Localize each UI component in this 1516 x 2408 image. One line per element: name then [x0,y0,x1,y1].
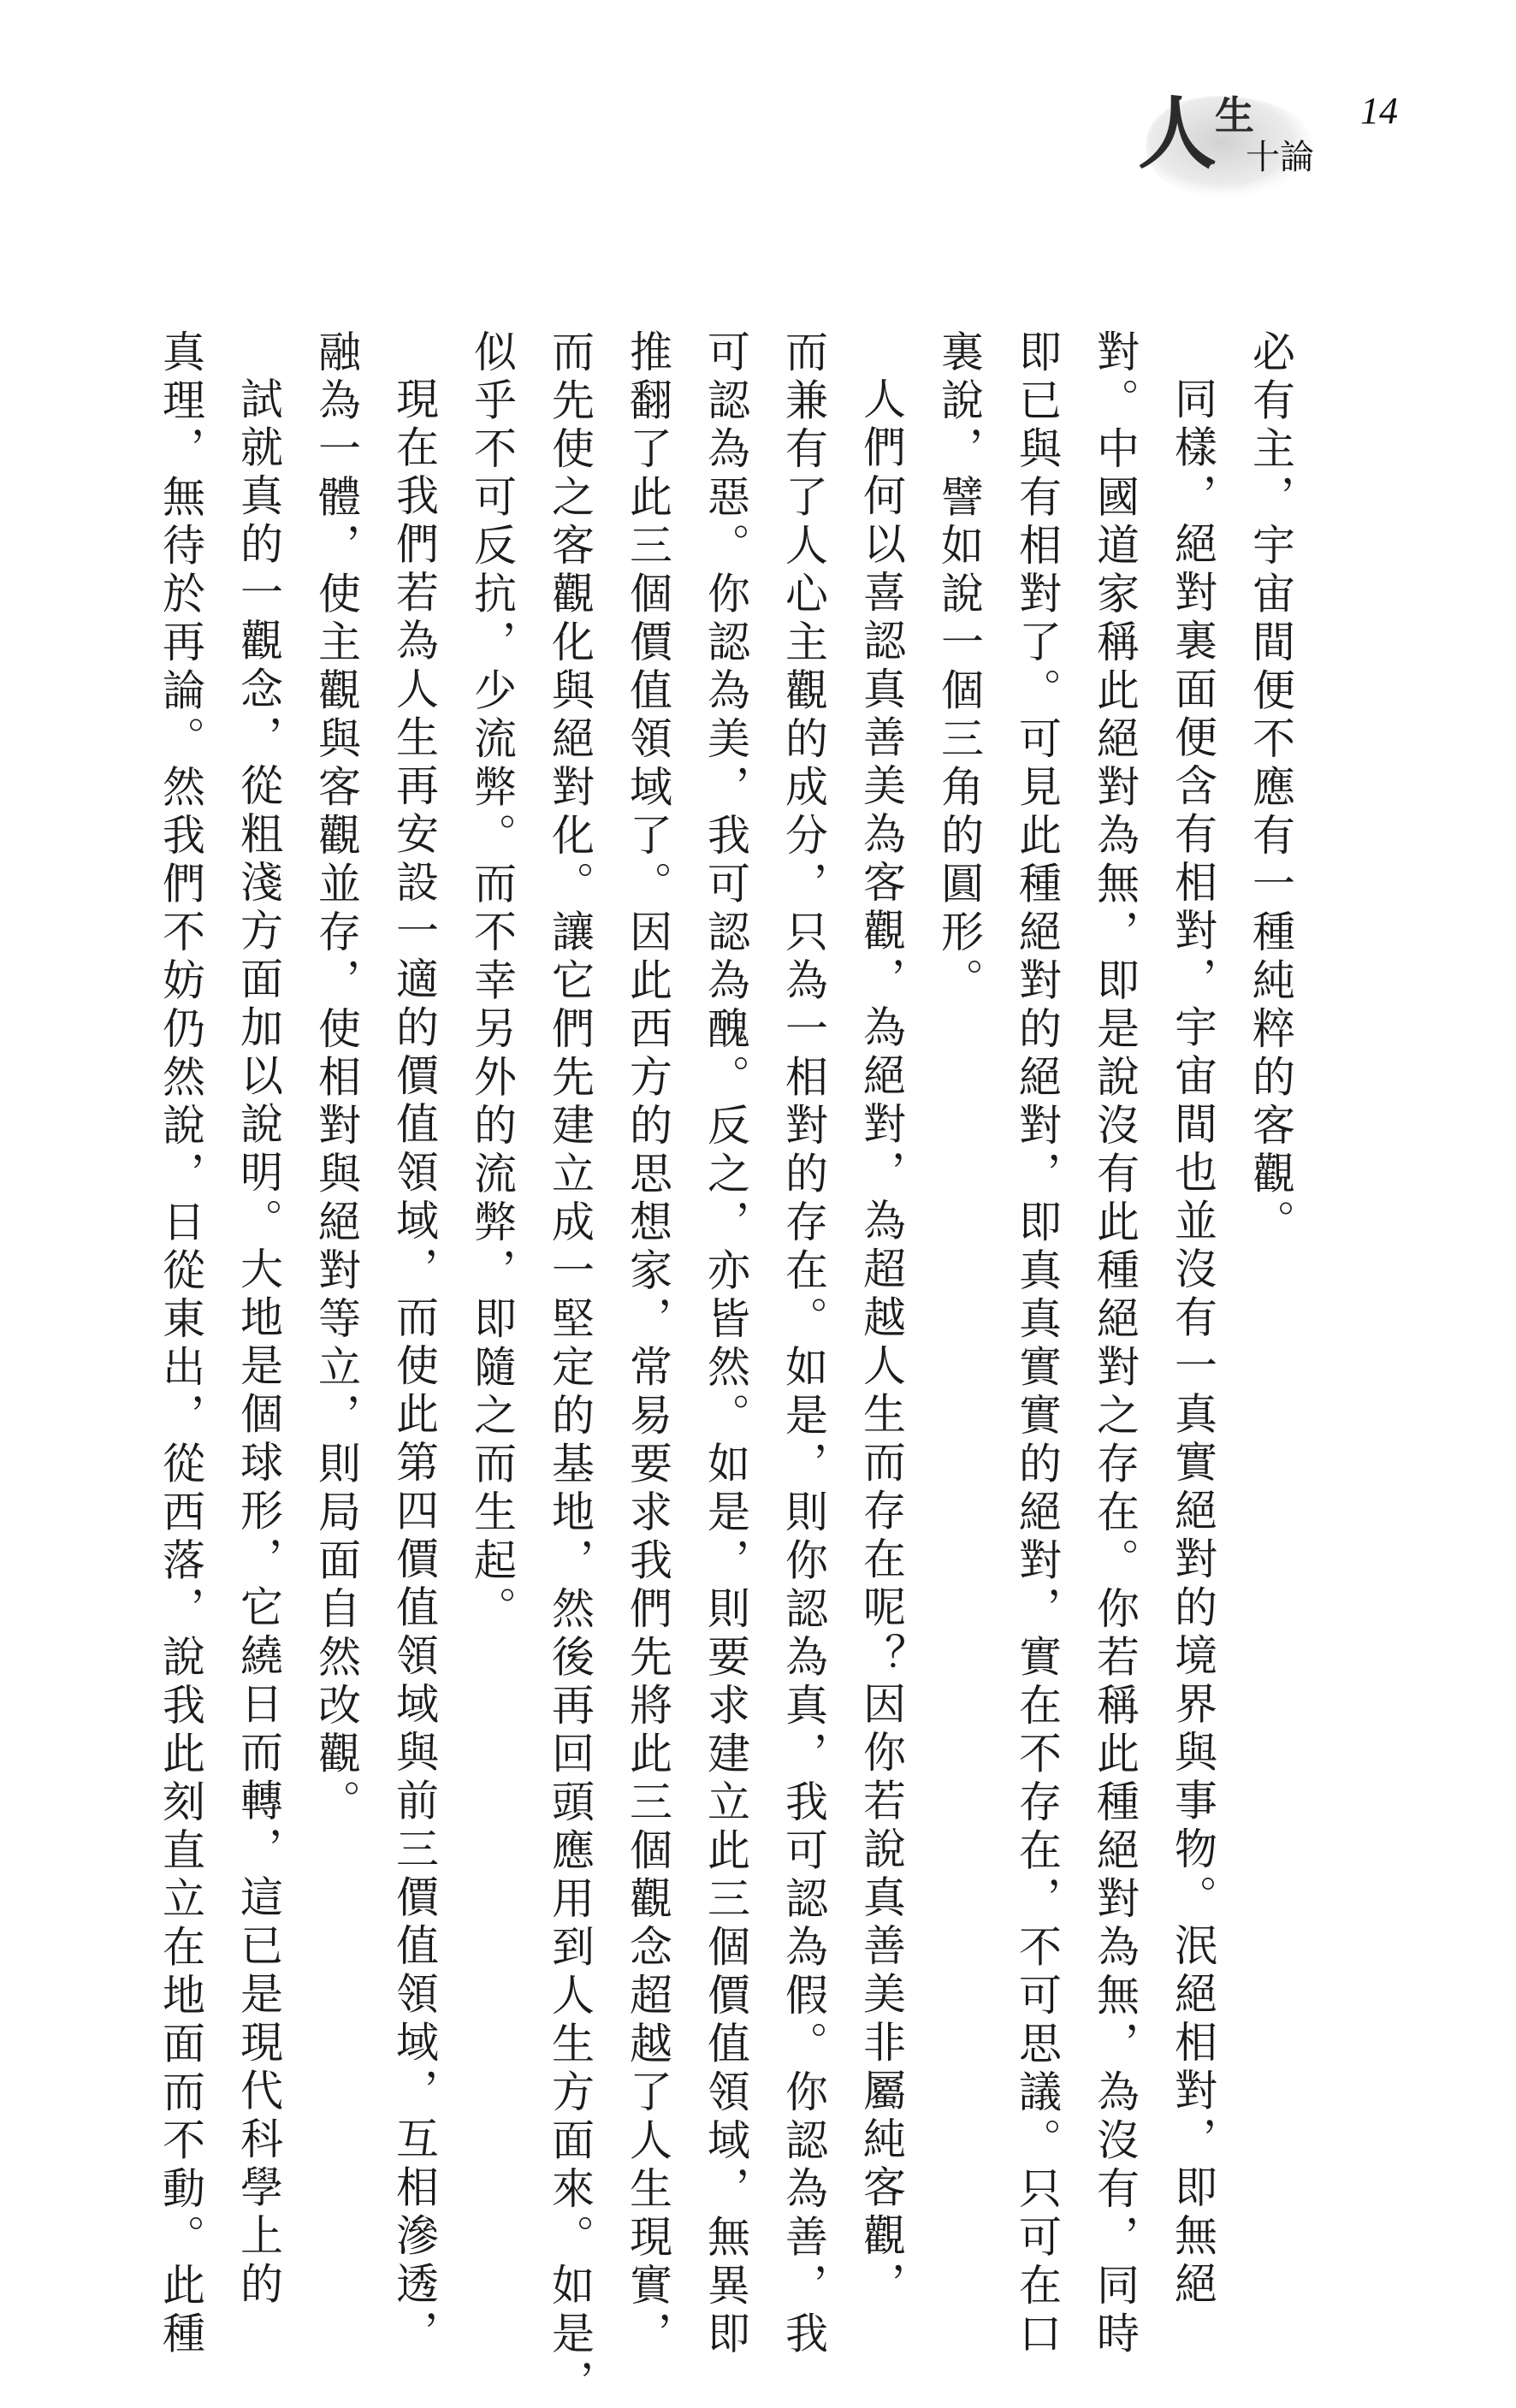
text-line: 融為一體，使主觀與客觀並存，使相對與絕對等立，則局面自然改觀。 [311,329,361,1828]
text-line: 推翻了此三個價值領域了。因此西方的思想家，常易要求我們先將此三個觀念超越了人生現實， [623,329,672,2359]
text-line: 對。中國道家稱此絕對為無，即是說沒有此種絕對之存在。你若稱此種絕對為無，為沒有，同時 [1090,329,1140,2359]
text-line: 而先使之客觀化與絕對化。讓它們先建立成一堅定的基地，然後再回頭應用到人生方面來。如是， [545,329,595,2408]
logo-character-ren: 人 [1138,87,1217,180]
text-line: 必有主，宇宙間便不應有一種純粹的客觀。 [1246,329,1295,1248]
book-logo [1104,79,1343,207]
book-title: 十論 [1246,138,1314,177]
text-line: 而兼有了人心主觀的成分，只為一相對的存在。如是，則你認為真，我可認為假。你認為善，我 [779,329,828,2359]
text-line: 似乎不可反抗，少流弊。而不幸另外的流弊，即隨之而生起。 [467,329,517,1635]
page-number: 14 [1360,90,1398,132]
logo-character-sheng: 生 [1215,92,1254,139]
text-line: 真理，無待於再論。然我們不妨仍然說，日從東出，從西落，說我此刻直立在地面而不動。此種 [156,329,205,2359]
text-line: 現在我們若為人生再安設一適的價值領域，而使此第四價值領域與前三價值領域，互相滲透， [389,376,439,2358]
text-line: 即已與有相對了。可見此種絕對的絕對，即真真實實的絕對，實在不存在，不可思議。只可在口 [1012,329,1062,2359]
text-line: 人們何以喜認真善美為客觀，為絕對，為超越人生而存在呢？因你若說真善美非屬純客觀， [856,376,906,2310]
text-line: 可認為惡。你認為美，我可認為醜。反之，亦皆然。如是，則要求建立此三個價值領域，無異即 [701,329,750,2359]
text-line: 試就真的一觀念，從粗淺方面加以說明。大地是個球形，它繞日而轉，這已是現代科學上的 [234,376,283,2310]
text-line: 裏說，譬如說一個三角的圓形。 [934,329,984,1006]
vertical-text-body [156,329,1309,2408]
text-line: 同樣，絕對裏面便含有相對，宇宙間也並沒有一真實絕對的境界與事物。泯絕相對，即無絕 [1168,376,1217,2310]
